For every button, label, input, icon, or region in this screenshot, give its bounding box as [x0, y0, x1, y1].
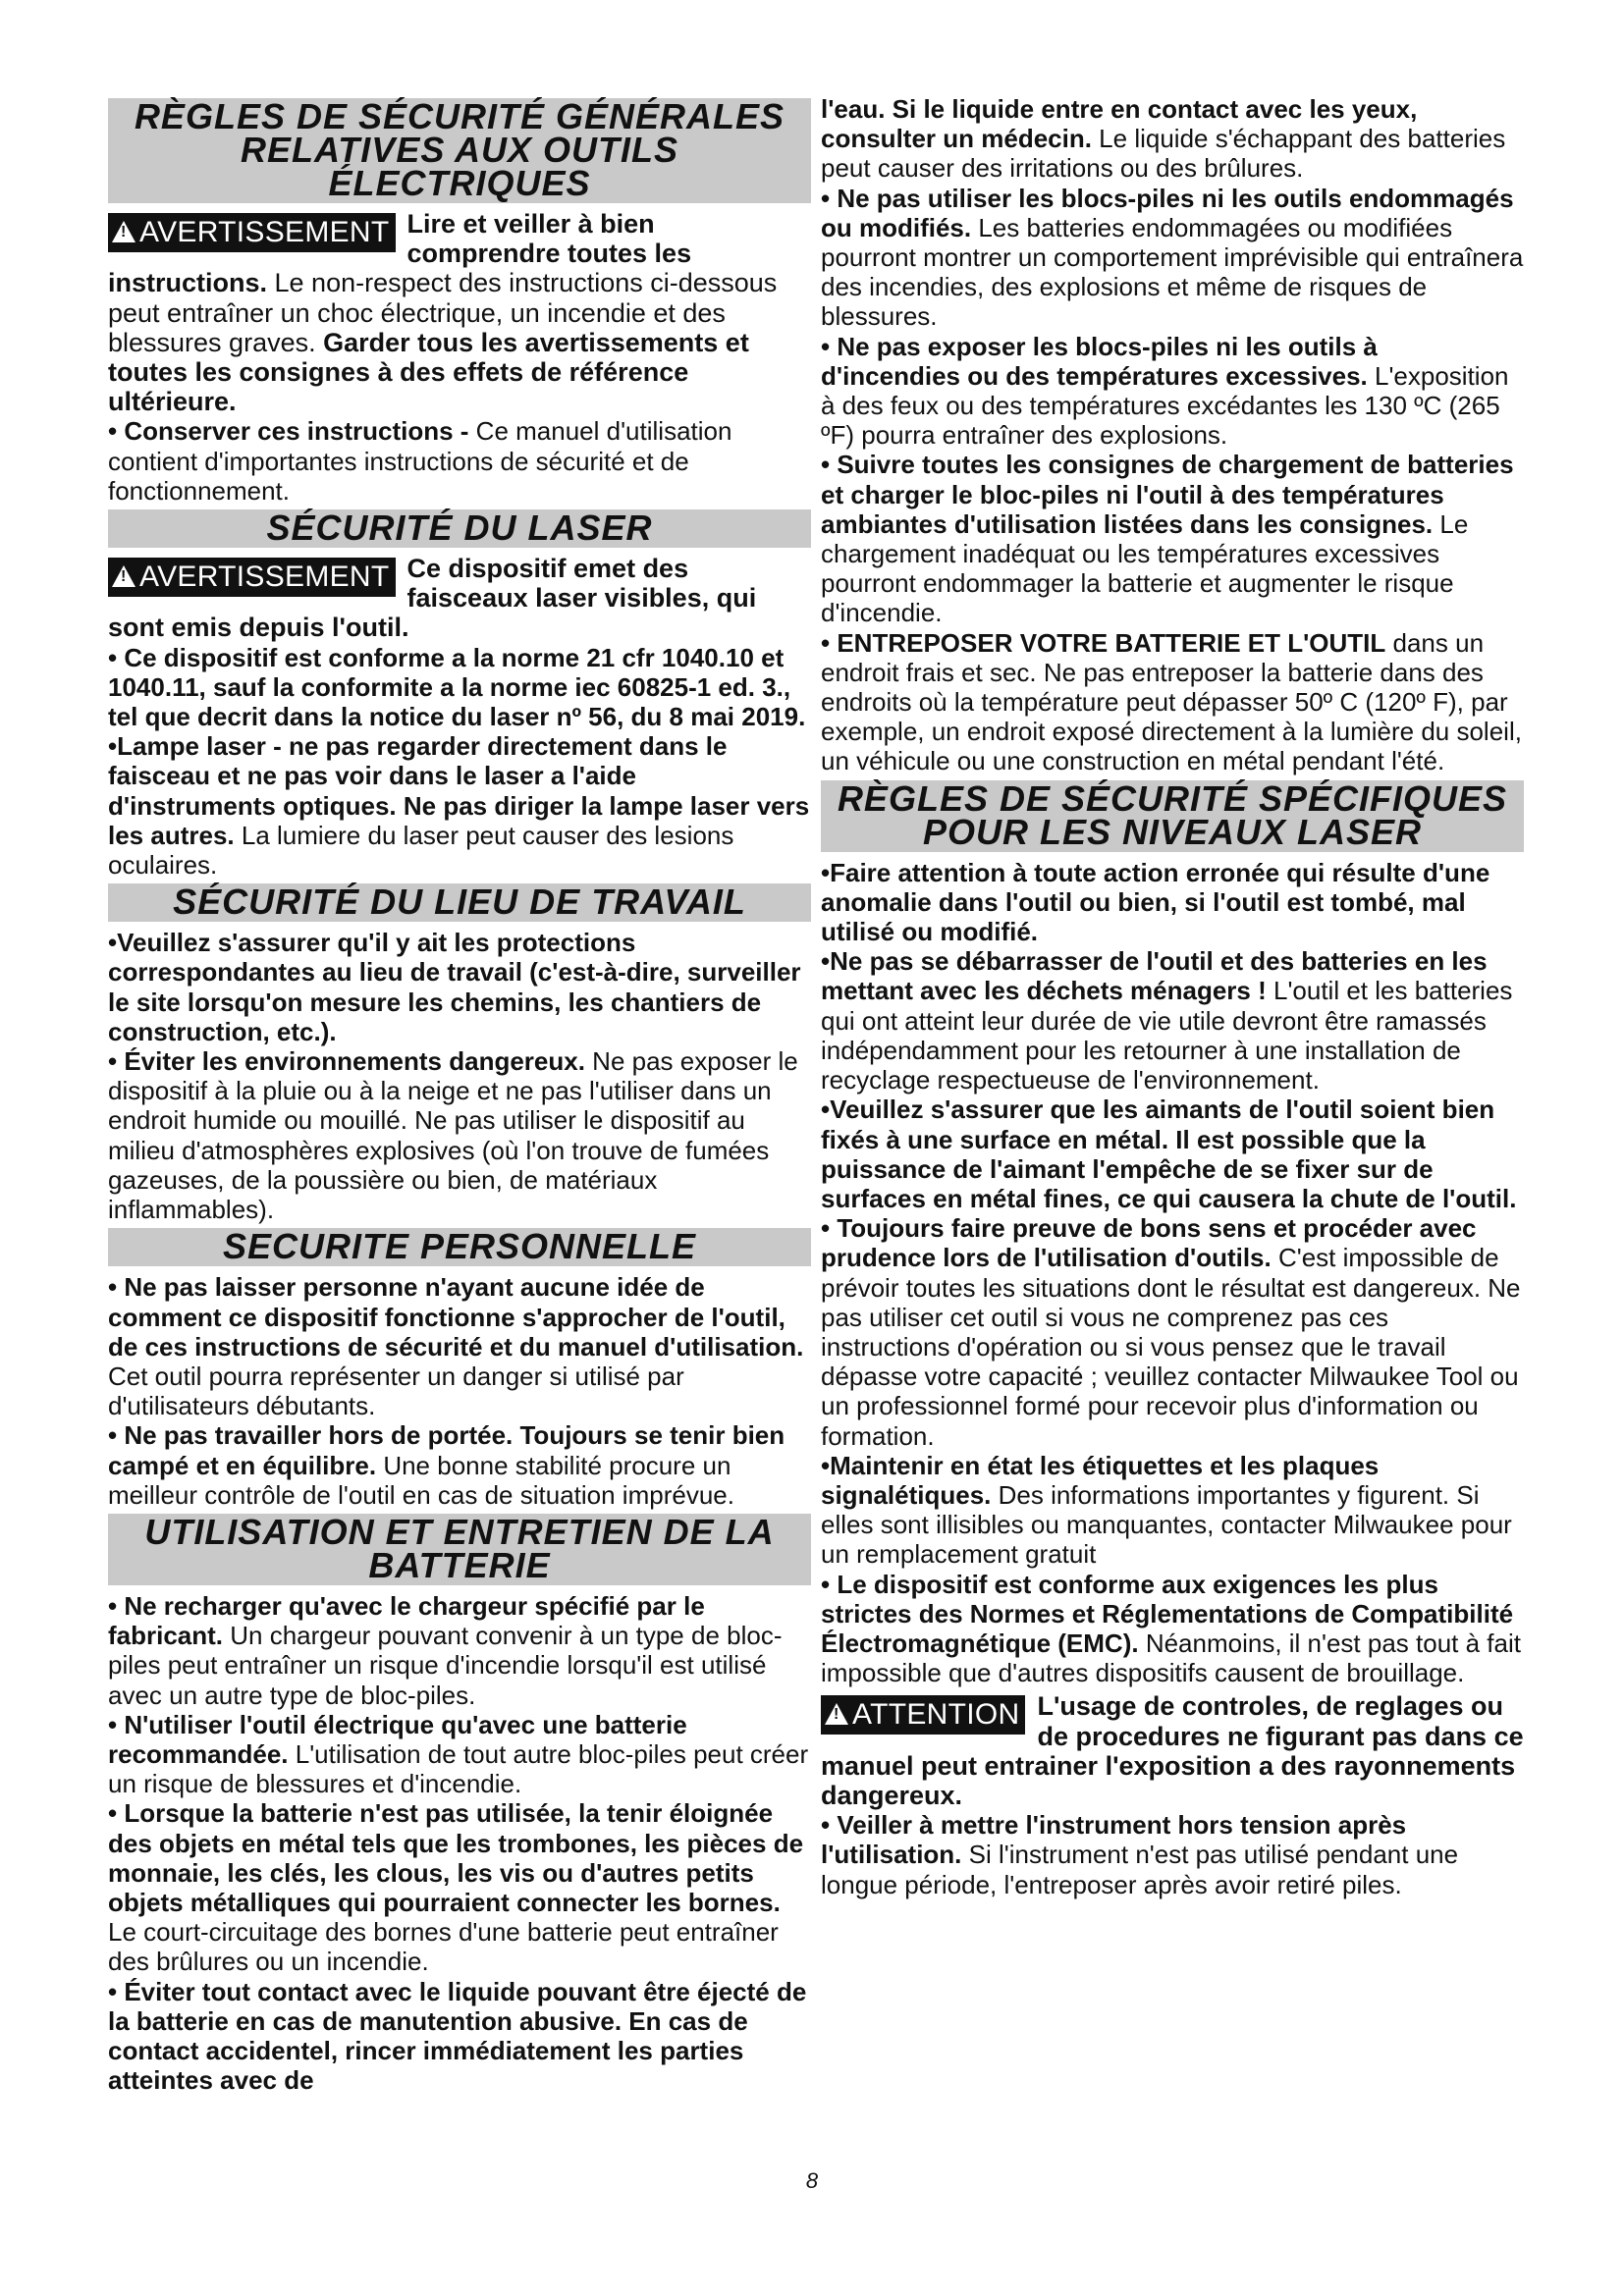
paragraph-recommended-battery: [108, 1710, 811, 1799]
paragraph-keep-away: [108, 1272, 811, 1420]
bold-lead: • N'utiliser l'outil électrique qu'avec une batterie recommandée.: [108, 1709, 687, 1769]
paragraph-erroneous-action: •Faire attention à toute action erronée qui résulte d'une anomalie dans l'outil ou bien, si l'outil est tombé, mal utilisé ou modifié.: [821, 857, 1490, 947]
bold-lead: • Ne recharger qu'avec le chargeur spécifié par le fabricant.: [108, 1590, 705, 1651]
bold-lead: • Toujours faire preuve de bons sens et procéder avec prudence lors de l'utilisation d'outils.: [821, 1213, 1477, 1273]
caution-block: [821, 1691, 1524, 1810]
paragraph-fire-temperature: [821, 332, 1524, 451]
bold-lead: • Ne pas laisser personne n'ayant aucune idée de comment ce dispositif fonctionne s'approcher de l'outil, de ces instructions de sécurité et du manuel d'utilisation.: [108, 1272, 804, 1362]
body-text: L'utilisation de tout autre bloc-piles peut créer un risque de blessures et d'incendie.: [108, 1738, 809, 1799]
body-text: La lumiere du laser peut causer des lesions oculaires.: [108, 820, 734, 881]
section-heading-battery-use: UTILISATION ET ENTRETIEN DE LA BATTERIE: [108, 1514, 811, 1585]
body-text: Des informations importantes y figurent. Si elles sont illisibles ou manquantes, contacter Milwaukee pour un remplacement gratuit: [821, 1479, 1512, 1570]
paragraph-power-off: [821, 1810, 1524, 1899]
warning-block-general: [108, 209, 811, 416]
body-text: Une bonne stabilité procure un meilleur contrôle de l'outil en cas de situation imprévue.: [108, 1450, 734, 1510]
bold-lead: • Le dispositif est conforme aux exigences les plus strictes des Normes et Réglementations de Compatibilité Électromagnétique (EMC).: [821, 1569, 1514, 1658]
body-text: Si l'instrument n'est pas utilisé pendant une longue période, l'entreposer après avoir retiré piles.: [821, 1840, 1459, 1899]
section-heading-personal-safety: SECURITE PERSONNELLE: [108, 1228, 811, 1266]
paragraph-charging-instructions: [821, 450, 1524, 627]
paragraph-metal-objects: [108, 1798, 811, 1976]
warning-text-normal: Le non-respect des instructions ci-dessous peut entraîner un choc électrique, un incendie et des blessures graves.: [108, 268, 778, 357]
body-text: L'exposition à des feux ou des températures excédantes les 130 ºC (265 ºF) pourra entraîner des explosions.: [821, 360, 1509, 451]
bold-lead: •Lampe laser - ne pas regarder directement dans le faisceau et ne pas voir dans le laser a l'aide d'instruments optiques. Ne pas diriger la lampe laser vers les autres.: [108, 731, 810, 850]
warning-block-laser: [108, 554, 811, 643]
warning-triangle-icon: [112, 565, 135, 587]
body-text: Néanmoins, il n'est pas tout à fait impossible que d'autres dispositifs causent de brouillage.: [821, 1628, 1521, 1688]
body-text: Ce manuel d'utilisation contient d'importantes instructions de sécurité et de fonctionnement.: [108, 416, 732, 506]
bold-lead: • ENTREPOSER VOTRE BATTERIE ET L'OUTIL: [821, 627, 1386, 658]
paragraph-emc: [821, 1570, 1524, 1688]
section-heading-general-safety: RÈGLES DE SÉCURITÉ GÉNÉRALES RELATIVES AUX OUTILS ÉLECTRIQUES: [108, 98, 811, 203]
paragraph-storage: [821, 628, 1524, 776]
bold-lead: •Ne pas se débarrasser de l'outil et des batteries en les mettant avec les déchets ménagers !: [821, 946, 1488, 1006]
body-text: dans un endroit frais et sec. Ne pas entreposer la batterie dans des endroits où la température peut dépasser 50º C (120º F), par exemple, un endroit exposé directement à la lumière du soleil, un véhicule ou une construction en métal pendant l'été.: [821, 627, 1522, 776]
left-column: [108, 94, 811, 2095]
body-text: Ne pas exposer le dispositif à la pluie ou à la neige et ne pas l'utiliser dans un endroit humide ou mouillé. Ne pas utiliser le dispositif au milieu d'atmosphères explosives (où l'on trouve de fumées gazeuses, de la poussière ou bien, de matériaux inflammables).: [108, 1046, 798, 1225]
bold-lead: • Lorsque la batterie n'est pas utilisée, la tenir éloignée des objets en métal tels que les trombones, les pièces de monnaie, les clés, les clous, les vis ou d'autres petits objets métalliques qui pourraient connecter les bornes.: [108, 1798, 804, 1917]
section-heading-workplace-safety: SÉCURITÉ DU LIEU DE TRAVAIL: [108, 883, 811, 922]
warning-badge-label: AVERTISSEMENT: [139, 561, 390, 594]
warning-badge-label: AVERTISSEMENT: [139, 216, 390, 248]
paragraph-disposal: [821, 946, 1524, 1095]
warning-triangle-icon: [825, 1703, 848, 1725]
section-heading-laser-safety: SÉCURITÉ DU LASER: [108, 509, 811, 548]
caution-badge-label: ATTENTION: [852, 1698, 1020, 1732]
body-text: Le liquide s'échappant des batteries peut causer des irritations ou des brûlures.: [821, 124, 1506, 184]
paragraph-charger: [108, 1591, 811, 1710]
bold-lead: • Veiller à mettre l'instrument hors tension après l'utilisation.: [821, 1810, 1407, 1870]
paragraph-battery-liquid: • Éviter tout contact avec le liquide pouvant être éjecté de la batterie en cas de manutention abusive. En cas de contact accidentel, rincer immédiatement les parties atteintes avec de: [108, 1976, 807, 2096]
paragraph-common-sense: [821, 1213, 1524, 1451]
bold-lead: •Maintenir en état les étiquettes et les plaques signalétiques.: [821, 1450, 1380, 1510]
paragraph-dangerous-environments: [108, 1046, 811, 1224]
bold-lead: • Ne pas utiliser les blocs-piles ni les outils endommagés ou modifiés.: [821, 183, 1514, 242]
page-number: 8: [805, 2168, 819, 2193]
bold-lead: • Conserver ces instructions -: [108, 416, 469, 447]
paragraph-workplace-protections: •Veuillez s'assurer qu'il y ait les protections correspondantes au lieu de travail (c'est-à-dire, surveiller le site lorsqu'on mesure les chemins, les chantiers de construction, etc.).: [108, 928, 801, 1046]
paragraph-magnets: •Veuillez s'assurer que les aimants de l'outil soient bien fixés à une surface en métal. Il est possible que la puissance de l'aimant l'empêche de se fixer sur de surfaces en métal fines, ce qui causera la chute de l'outil.: [821, 1095, 1517, 1213]
warning-text-bold: Lire et veiller à bien comprendre toutes les instructions.: [108, 209, 692, 298]
body-text: C'est impossible de prévoir toutes les situations dont le résultat est dangereux. Ne pas utiliser cet outil si vous ne comprenez pas ces instructions d'opération ou si vous pensez que le travail dépasse votre capacité ; veuillez contacter Milwaukee Tool ou un professionnel formé pour recevoir plus d'information ou formation.: [821, 1243, 1521, 1451]
bold-lead: • Suivre toutes les consignes de chargement de batteries et charger le bloc-piles ni l'outil à des températures ambiantes d'utilisation listées dans les consignes.: [821, 450, 1514, 539]
paragraph-damaged-batteries: [821, 184, 1524, 332]
body-text: Les batteries endommagées ou modifiées pourront montrer un comportement imprévisible qui entraînera des incendies, des explosions et même de risques de blessures.: [821, 212, 1524, 332]
caution-text: L'usage de controles, de reglages ou de procedures ne figurant pas dans ce manuel peut entrainer l'exposition a des rayonnements dangereux.: [821, 1691, 1524, 1810]
body-text: Le chargement inadéquat ou les températures excessives pourront endommager la batterie et augmenter le risque d'incendie.: [821, 508, 1469, 628]
right-column: [821, 94, 1524, 1899]
paragraph-liquid-continued: [821, 94, 1524, 184]
bold-lead: • Ne pas travailler hors de portée. Toujours se tenir bien campé et en équilibre.: [108, 1420, 785, 1480]
paragraph-footing: [108, 1420, 811, 1510]
bold-lead: l'eau. Si le liquide entre en contact avec les yeux, consulter un médecin.: [821, 94, 1418, 154]
paragraph-laser-norm: • Ce dispositif est conforme a la norme 21 cfr 1040.10 et 1040.11, sauf la conformite a la norme iec 60825-1 ed. 3., tel que decrit dans la notice du laser nº 56, du 8 mai 2019.: [108, 642, 806, 732]
warning-triangle-icon: [112, 221, 135, 242]
warning-badge: [108, 558, 396, 597]
bold-lead: • Éviter les environnements dangereux.: [108, 1046, 585, 1077]
warning-text: Ce dispositif emet des faisceaux laser visibles, qui sont emis depuis l'outil.: [108, 554, 757, 643]
paragraph-labels: [821, 1451, 1524, 1570]
body-text: Un chargeur pouvant convenir à un type de bloc-piles peut entraîner un risque d'incendie lorsqu'il est utilisé avec un autre type de bloc-piles.: [108, 1621, 783, 1710]
body-text: Le court-circuitage des bornes d'une batterie peut entraîner des brûlures ou un incendie.: [108, 1917, 779, 1977]
warning-text-bold-2: Garder tous les avertissements et toutes les consignes à des effets de référence ultérieure.: [108, 327, 749, 417]
body-text: L'outil et les batteries qui ont atteint leur durée de vie utile devront être ramassés indépendamment pour les retourner à une installation de recyclage respectueuse de l'environnement.: [821, 976, 1513, 1095]
paragraph-keep-instructions: [108, 416, 811, 506]
paragraph-laser-lamp: [108, 731, 811, 880]
bold-lead: • Ne pas exposer les blocs-piles ni les outils à d'incendies ou des températures excessives.: [821, 331, 1378, 391]
section-heading-laser-level-rules: RÈGLES DE SÉCURITÉ SPÉCIFIQUES POUR LES NIVEAUX LASER: [821, 780, 1524, 852]
warning-badge: [108, 213, 396, 252]
caution-badge: [821, 1695, 1025, 1735]
body-text: Cet outil pourra représenter un danger si utilisé par d'utilisateurs débutants.: [108, 1361, 684, 1421]
